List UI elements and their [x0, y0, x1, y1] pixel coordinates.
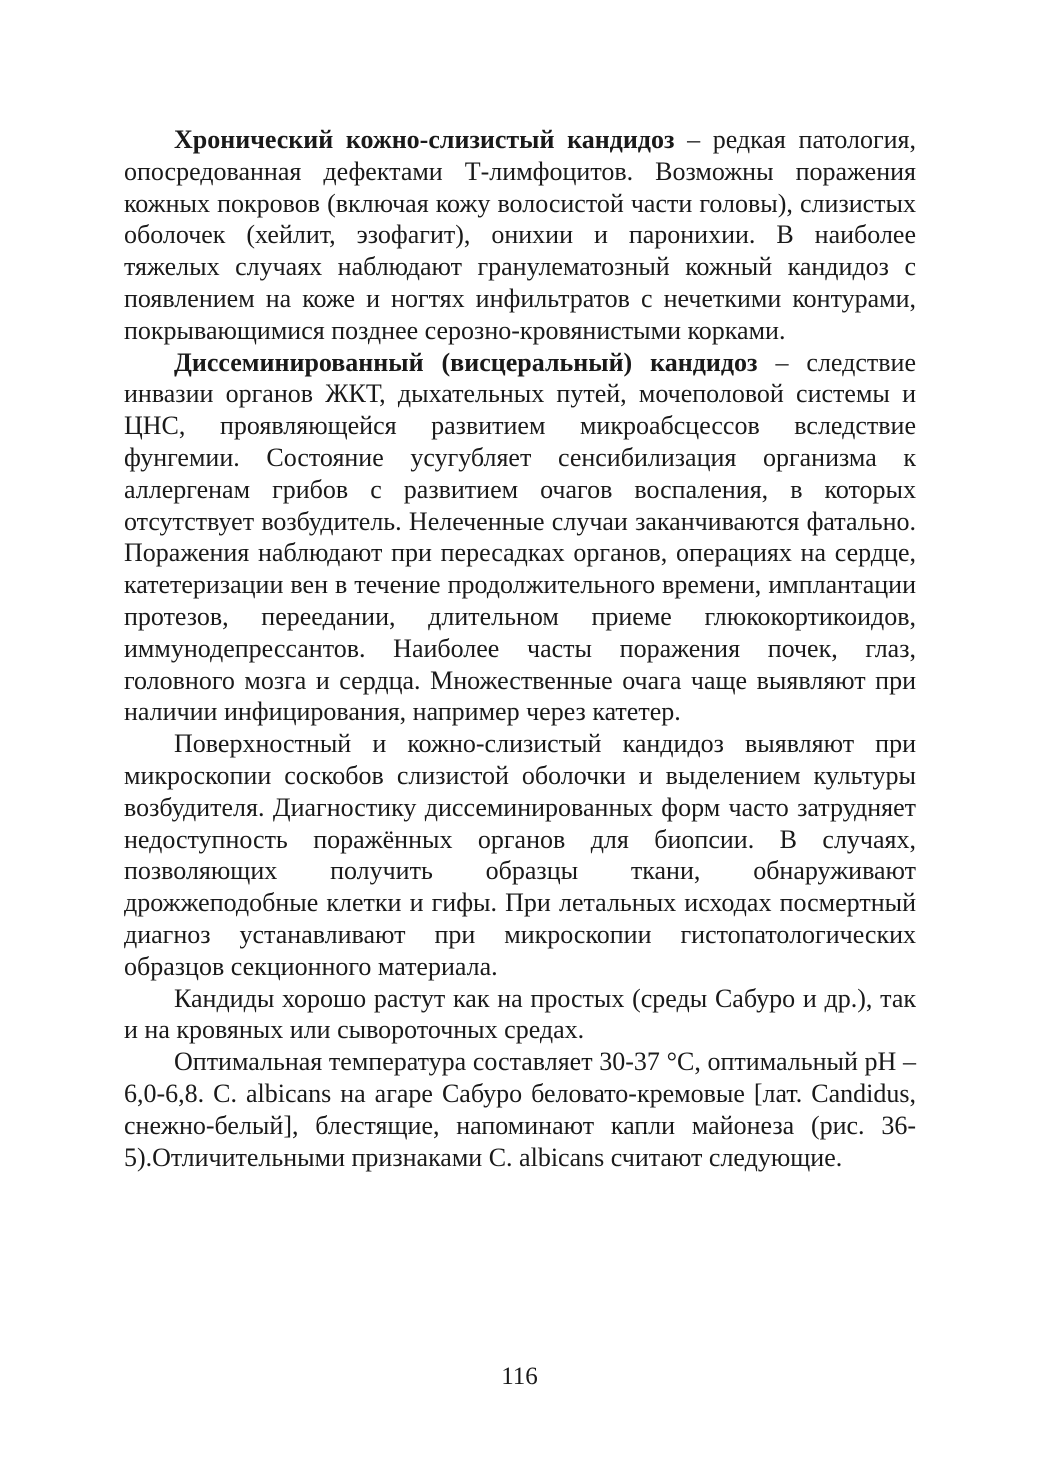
paragraph-disseminated-candidiasis [124, 347, 916, 729]
term-disseminated-candidiasis: Диссеминированный (висцеральный) кандидоз [174, 347, 758, 377]
paragraph-text: Оптимальная температура составляет 30-37 °С, оптимальный рН – 6,0-6,8. C. albicans на агаре Сабуро беловато-кремовые [лат. Candidus, снежно-белый], блестящие, напоминают капли майонеза (рис. 36-5).Отличительными признаками C. albicans считают следующие. [124, 1047, 916, 1172]
paragraph-text: Поверхностный и кожно-слизистый кандидоз выявляют при микроскопии соскобов слизистой оболочки и выделением культуры возбудителя. Диагностику диссеминированных форм часто затрудняет недоступность поражённых органов для биопсии. В случаях, позволяющих получить образцы ткани, обнаруживают дрожжеподобные клетки и гифы. При летальных исходах посмертный диагноз устанавливают при микроскопии гистопатологических образцов секционного материала. [124, 729, 916, 981]
page-number: 116 [501, 1363, 538, 1390]
paragraph-text: – редкая патология, опосредованная дефектами Т-лимфоцитов. Возможны поражения кожных покровов (включая кожу волосистой части головы), слизистых оболочек (хейлит, эзофагит), онихии и паронихии. В наиболее тяжелых случаях наблюдают гранулематозный кожный кандидоз с появлением на коже и ногтях инфильтратов с нечеткими контурами, покрывающимися позднее серозно-кровянистыми корками. [124, 125, 917, 345]
paragraph-text: Кандиды хорошо растут как на простых (среды Сабуро и др.), так и на кровяных или сывороточных средах. [124, 983, 916, 1045]
term-chronic-candidiasis: Хронический кожно-слизистый кандидоз [174, 125, 675, 154]
paragraph-diagnostics [124, 728, 916, 982]
paragraph-text: – следствие инвазии органов ЖКТ, дыхательных путей, мочеполовой системы и ЦНС, проявляющейся развитием микроабсцессов вследствие фунгемии. Состояние усугубляет сенсибилизация организма к аллергенам грибов с развитием очагов воспаления, в которых отсутствует возбудитель. Нелеченные случаи заканчиваются фатально. Поражения наблюдают при пересадках органов, операциях на сердце, катетеризации вен в течение продолжительного времени, имплантации протезов, переедании, длительном приеме глюкокортикоидов, иммунодепрессантов. Наиболее часты поражения почек, глаз, головного мозга и сердца. Множественные очага чаще выявляют при наличии инфицирования, например через катетер. [124, 347, 916, 727]
paragraph-chronic-candidiasis [124, 124, 916, 347]
paragraph-growth-media [124, 983, 916, 1047]
paragraph-optimal-conditions [124, 1046, 916, 1173]
page-body [124, 124, 916, 1173]
